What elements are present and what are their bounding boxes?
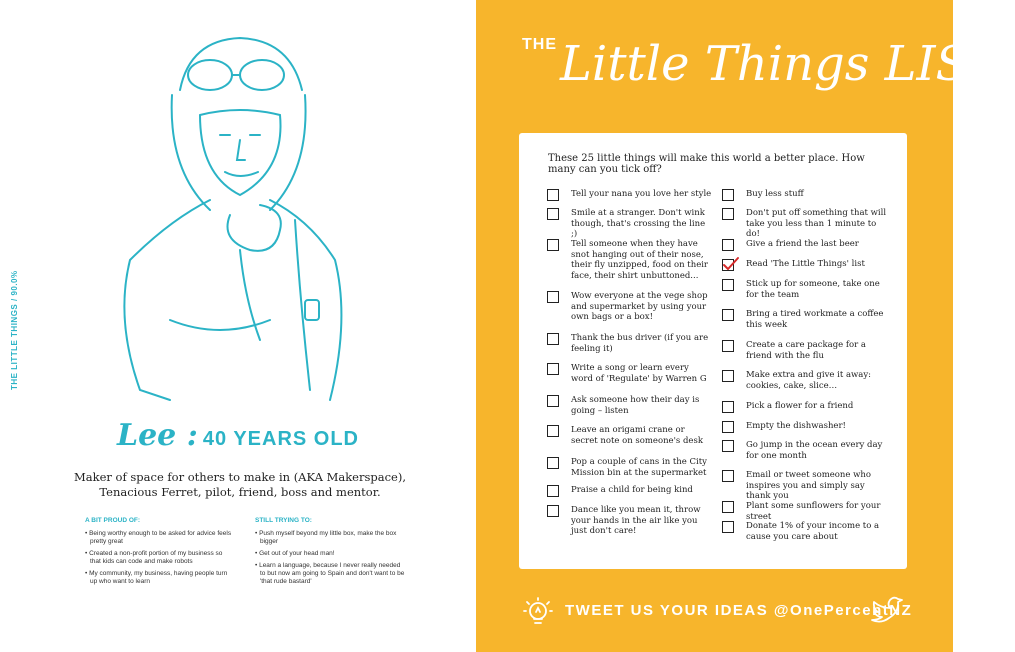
- checklist-item-text: Buy less stuff: [746, 189, 804, 199]
- checkbox[interactable]: [722, 340, 734, 352]
- checklist-item-text: Go jump in the ocean every day for one month: [746, 440, 883, 461]
- checklist-item[interactable]: [722, 259, 890, 271]
- checkbox[interactable]: [547, 333, 559, 345]
- name-script: Lee :: [116, 418, 198, 453]
- checklist-item-text: Praise a child for being kind: [571, 485, 693, 495]
- checklist-item[interactable]: [722, 340, 890, 361]
- checklist-item[interactable]: [722, 421, 890, 433]
- tweet-text: TWEET US YOUR IDEAS @OnePercentNZ: [565, 602, 913, 619]
- checkbox[interactable]: [722, 470, 734, 482]
- checklist-item[interactable]: [722, 208, 890, 240]
- checklist-item[interactable]: [547, 505, 712, 537]
- checklist-item-text: Give a friend the last beer: [746, 239, 859, 249]
- checklist-item-text: Leave an origami crane or secret note on someone's desk: [571, 425, 703, 446]
- checklist-item[interactable]: [547, 189, 712, 201]
- checkbox[interactable]: [547, 189, 559, 201]
- checkbox[interactable]: [722, 309, 734, 321]
- profile-bio: Maker of space for others to make in (AKA Makerspace), Tenacious Ferret, pilot, friend, boss and mentor.: [74, 470, 406, 499]
- checklist-item[interactable]: [547, 208, 712, 240]
- checklist-item-text: Thank the bus driver (if you are feeling it): [571, 333, 709, 354]
- checkmark-icon: [722, 256, 740, 272]
- checklist-item-text: Don't put off something that will take you less than 1 minute to do!: [746, 208, 887, 239]
- left-page: [0, 0, 476, 652]
- checklist-item-text: Stick up for someone, take one for the team: [746, 279, 880, 300]
- checklist-item-text: Ask someone how their day is going – listen: [571, 395, 700, 416]
- proud-item: • Created a non-profit portion of my business so that kids can code and make robots: [85, 550, 223, 565]
- checklist-item[interactable]: [722, 440, 890, 461]
- checkbox[interactable]: [722, 239, 734, 251]
- checkbox[interactable]: [547, 485, 559, 497]
- checklist-item[interactable]: [547, 363, 712, 384]
- checklist-item-text: Empty the dishwasher!: [746, 421, 846, 431]
- checklist-item-text: Create a care package for a friend with the flu: [746, 340, 866, 361]
- lightbulb-icon: [523, 596, 553, 630]
- name-age: 40 YEARS OLD: [202, 428, 359, 450]
- trying-item: • Push myself beyond my little box, make the box bigger: [255, 530, 397, 545]
- checklist-item[interactable]: [547, 291, 712, 323]
- title-the: THE: [522, 36, 557, 53]
- checkbox[interactable]: [547, 208, 559, 220]
- checkbox[interactable]: [722, 440, 734, 452]
- list-title: Little Things LIST:: [560, 36, 1015, 92]
- still-trying-section: [255, 517, 405, 590]
- checkbox[interactable]: [722, 401, 734, 413]
- checklist-item[interactable]: [547, 425, 712, 446]
- checkbox[interactable]: [547, 239, 559, 251]
- checklist-item-text: Pop a couple of cans in the City Mission bin at the supermarket: [571, 457, 707, 478]
- checklist-item[interactable]: [547, 457, 712, 478]
- checklist-item-text: Read 'The Little Things' list: [746, 259, 865, 269]
- checklist-item[interactable]: [722, 239, 890, 251]
- tweet-banner: [519, 594, 913, 634]
- trying-item: • Get out of your head man!: [255, 550, 335, 557]
- checkbox[interactable]: [722, 370, 734, 382]
- proud-of-section: [85, 517, 235, 590]
- checklist-item-text: Tell your nana you love her style: [571, 189, 712, 199]
- checklist-item-text: Tell someone when they have snot hanging out of their nose, their fly unzipped, food on their face, their shirt unbuttoned...: [571, 239, 709, 281]
- profile-name: [0, 418, 476, 453]
- proud-item: • Being worthy enough to be asked for advice feels pretty great: [85, 530, 232, 545]
- checklist-item-text: Pick a flower for a friend: [746, 401, 854, 411]
- checkbox[interactable]: [722, 421, 734, 433]
- checklist-item[interactable]: [547, 485, 712, 497]
- checklist-item-text: Write a song or learn every word of 'Regulate' by Warren G: [571, 363, 707, 384]
- checklist-item-text: Wow everyone at the vege shop and supermarket by using your own bags or a box!: [571, 291, 708, 322]
- checklist-card: [519, 133, 907, 569]
- checklist-item[interactable]: [722, 279, 890, 300]
- checklist-item[interactable]: [722, 401, 890, 413]
- checklist-item-text: Donate 1% of your income to a cause you care about: [746, 521, 880, 542]
- checkbox[interactable]: [722, 279, 734, 291]
- proud-of-heading: A BIT PROUD OF:: [85, 517, 141, 524]
- checkbox[interactable]: [722, 501, 734, 513]
- checklist-item-text: Dance like you mean it, throw your hands in the air like you just don't care!: [571, 505, 701, 536]
- checkbox[interactable]: [722, 189, 734, 201]
- proud-item: • My community, my business, having people turn up who want to learn: [85, 570, 228, 585]
- checkbox[interactable]: [547, 395, 559, 407]
- checkbox[interactable]: [547, 425, 559, 437]
- checklist-item[interactable]: [722, 521, 890, 542]
- checkbox[interactable]: [722, 208, 734, 220]
- checklist-item[interactable]: [722, 370, 890, 391]
- bird-icon: [869, 596, 905, 630]
- checklist-item[interactable]: [722, 189, 890, 201]
- checkbox[interactable]: [722, 259, 734, 271]
- checklist-item-text: Plant some sunflowers for your street: [746, 501, 881, 522]
- checklist-item[interactable]: [547, 395, 712, 416]
- checklist-item-text: Email or tweet someone who inspires you and simply say thank you: [746, 470, 871, 501]
- checkbox[interactable]: [547, 363, 559, 375]
- pilot-portrait-illustration: [110, 20, 360, 410]
- checklist-item-text: Smile at a stranger. Don't wink though, that's crossing the line ;): [571, 208, 706, 239]
- checkbox[interactable]: [547, 505, 559, 517]
- vertical-section-label: THE LITTLE THINGS / 90.0%: [10, 270, 19, 390]
- checkbox[interactable]: [547, 291, 559, 303]
- checkbox[interactable]: [722, 521, 734, 533]
- still-trying-heading: STILL TRYING TO:: [255, 517, 312, 524]
- checklist-item[interactable]: [722, 309, 890, 330]
- trying-item: • Learn a language, because I never really needed to but now am going to Spain and don't want to be 'that rude bastard': [255, 562, 405, 585]
- checklist-item-text: Make extra and give it away: cookies, cake, slice…: [746, 370, 872, 391]
- checklist-item[interactable]: [722, 470, 890, 502]
- checklist-item[interactable]: [722, 501, 890, 522]
- checklist-intro: These 25 little things will make this world a better place. How many can you tick off?: [548, 153, 865, 175]
- checklist-item-text: Bring a tired workmate a coffee this week: [746, 309, 884, 330]
- checklist-item[interactable]: [547, 333, 712, 354]
- checkbox[interactable]: [547, 457, 559, 469]
- checklist-item[interactable]: [547, 239, 712, 281]
